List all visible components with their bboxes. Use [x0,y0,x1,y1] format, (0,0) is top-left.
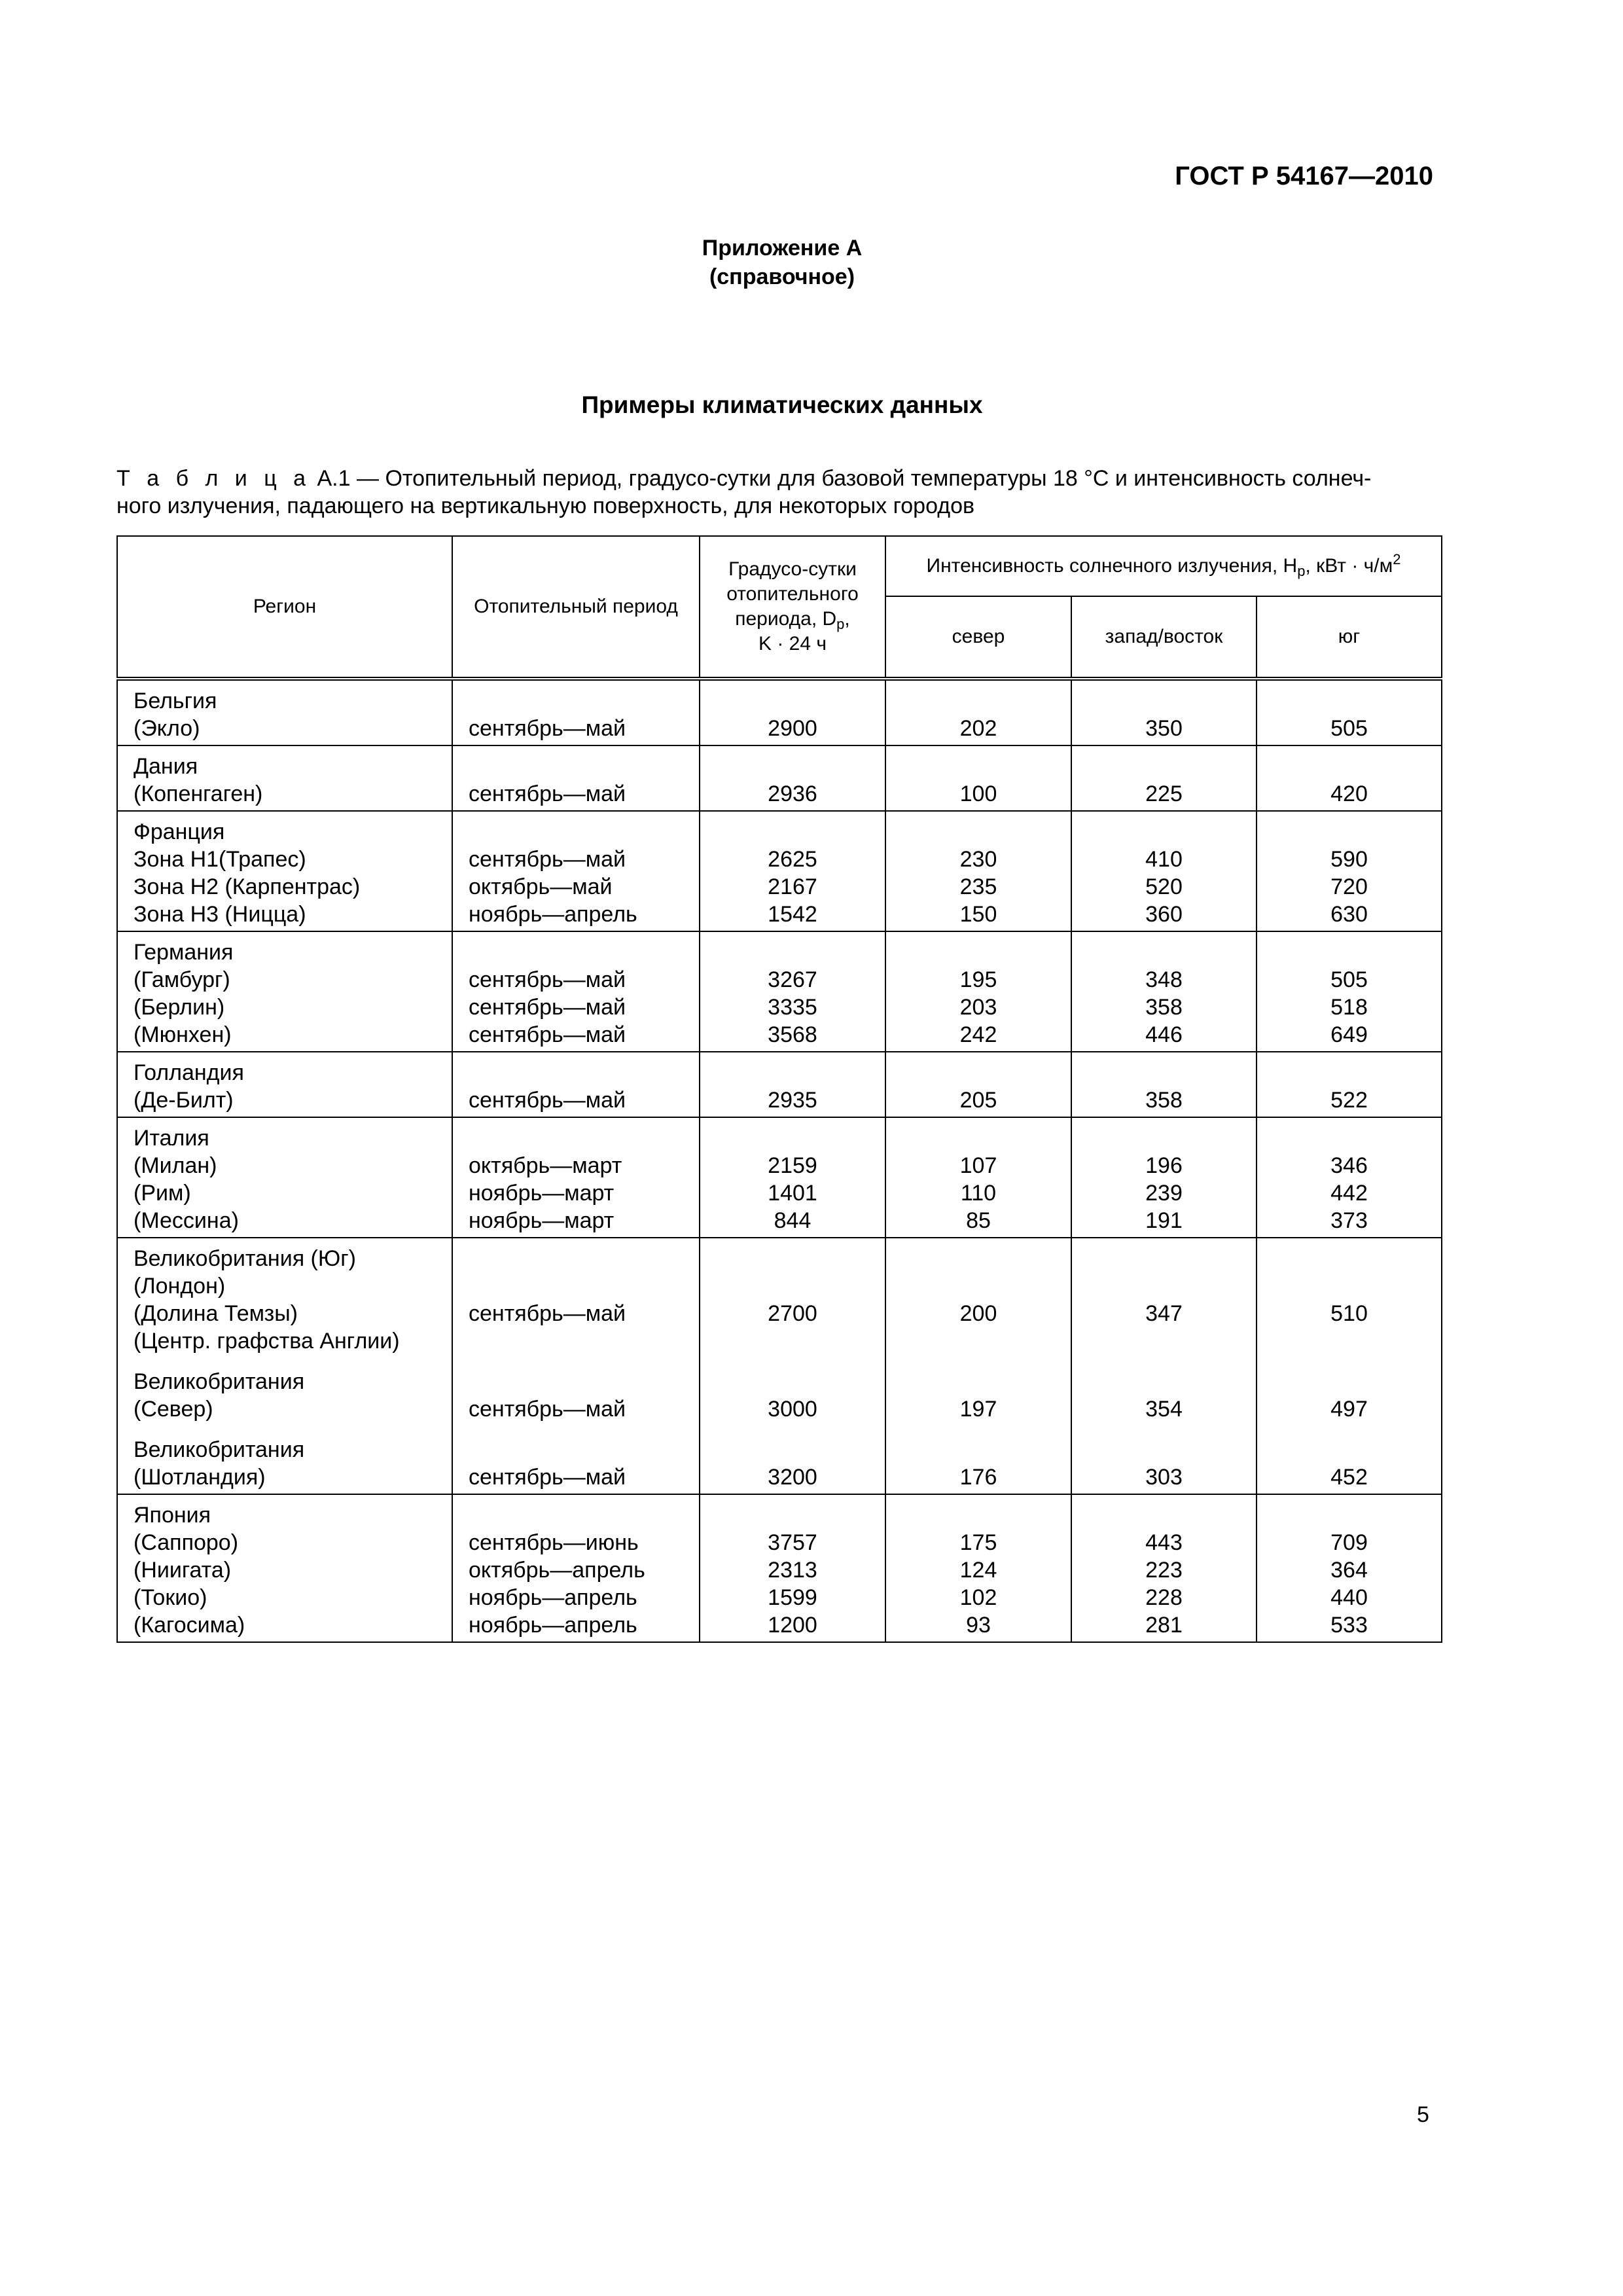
row-gap [469,1355,699,1368]
blank-line [700,1124,885,1152]
west_east-value: 347 [1145,1301,1183,1326]
period-value: сентябрь—май [469,995,626,1020]
row-gap [1072,1355,1256,1368]
region-line: (Экло) [134,716,200,741]
blank-line [886,1436,1071,1463]
row-gap [1257,1355,1441,1368]
period-value: ноябрь—март [469,1181,615,1206]
region-cell [117,1238,452,1494]
climate-data-table [116,535,1442,1643]
south-value: 510 [1330,1301,1368,1326]
period-value: сентябрь—май [469,1022,626,1047]
south-value: 720 [1330,874,1368,899]
blank-line [886,753,1071,780]
table-row [117,931,1442,1052]
west_east-value: 303 [1145,1465,1183,1490]
west_east-value: 223 [1145,1558,1183,1583]
period-value: ноябрь—март [469,1208,615,1233]
region-line: (Лондон) [134,1274,226,1299]
header-period: Отопительный период [452,536,700,679]
north-cell [885,1117,1071,1238]
west_east-value: 196 [1145,1153,1183,1178]
blank-line [700,1436,885,1463]
north-value: 102 [959,1585,997,1610]
table-row [117,1494,1442,1642]
degree_days-value: 844 [774,1208,812,1233]
south-value: 440 [1330,1585,1368,1610]
table-row [117,811,1442,931]
caption-text-line2: ного излучения, падающего на вертикальную поверхность, для некоторых городов [116,493,975,518]
blank-line [700,1059,885,1086]
blank-line [1072,1368,1256,1395]
blank-line [1072,939,1256,966]
blank-line [1072,1436,1256,1463]
north-value: 203 [959,995,997,1020]
blank-line [1072,753,1256,780]
region-line: (Де-Билт) [134,1088,234,1113]
region-line: (Токио) [134,1585,207,1610]
table-row [117,1052,1442,1117]
west_east-value: 410 [1145,847,1183,872]
table-header [117,536,1442,679]
degree_days-value: 3568 [768,1022,817,1047]
period-value: ноябрь—апрель [469,1585,637,1610]
west_east-value: 191 [1145,1208,1183,1233]
region-line: (Копенгаген) [134,781,263,806]
blank-line [469,1245,699,1272]
caption-label: Т а б л и ц а [116,466,312,491]
blank-line [700,1272,885,1300]
blank-line [1072,1501,1256,1529]
caption-text-line1: — Отопительный период, градусо-сутки для базовой температуры 18 °С и интенсивность солнеч- [350,466,1372,491]
table-row [117,745,1442,811]
west-east-cell [1071,745,1257,811]
header-region: Регион [117,536,452,679]
west_east-value: 358 [1145,995,1183,1020]
north-value: 230 [959,847,997,872]
region-line: Зона Н2 (Карпентрас) [134,874,361,899]
region-line: Италия [134,1126,209,1151]
header-south: юг [1257,596,1442,679]
blank-line [1257,1245,1441,1272]
degree_days-value: 2700 [768,1301,817,1326]
period-value: сентябрь—май [469,847,626,872]
region-line: (Мессина) [134,1208,239,1233]
region-line: (Центр. графства Англии) [134,1329,400,1354]
degree-days-cell [700,1238,885,1494]
region-line: (Мюнхен) [134,1022,232,1047]
degree_days-value: 1401 [768,1181,817,1206]
caption-number: А.1 [317,466,351,491]
west-east-cell [1071,679,1257,745]
blank-line [1257,687,1441,715]
region-line: Голландия [134,1060,244,1085]
blank-line [886,939,1071,966]
south-value: 346 [1330,1153,1368,1178]
blank-line [700,818,885,846]
period-cell [452,931,700,1052]
west_east-value: 360 [1145,902,1183,927]
north-cell [885,811,1071,931]
west_east-value: 358 [1145,1088,1183,1113]
row-gap [469,1423,699,1436]
blank-line [469,1501,699,1529]
page-number: 5 [1417,2102,1429,2127]
degree-days-cell [700,931,885,1052]
west-east-cell [1071,1494,1257,1642]
table-caption [116,465,1441,520]
period-cell [452,1052,700,1117]
blank-line [1072,1059,1256,1086]
north-cell [885,1494,1071,1642]
north-value: 107 [959,1153,997,1178]
west_east-value: 520 [1145,874,1183,899]
region-line: (Шотландия) [134,1465,266,1490]
degree_days-value: 1200 [768,1613,817,1638]
blank-line [886,687,1071,715]
north-value: 205 [959,1088,997,1113]
period-value: октябрь—март [469,1153,622,1178]
north-cell [885,1052,1071,1117]
south-value: 442 [1330,1181,1368,1206]
degree_days-value: 2313 [768,1558,817,1583]
west-east-cell [1071,1238,1257,1494]
blank-line [469,687,699,715]
period-value: сентябрь—май [469,1088,626,1113]
region-cell [117,679,452,745]
south-value: 630 [1330,902,1368,927]
blank-line [1257,939,1441,966]
period-cell [452,679,700,745]
blank-line [1257,1327,1441,1355]
region-line: (Кагосима) [134,1613,245,1638]
degree_days-value: 1599 [768,1585,817,1610]
blank-line [1257,1368,1441,1395]
blank-line [469,1368,699,1395]
west_east-value: 348 [1145,967,1183,992]
region-line: (Рим) [134,1181,191,1206]
blank-line [469,1272,699,1300]
period-value: сентябрь—май [469,781,626,806]
row-gap [700,1423,885,1436]
south-value: 590 [1330,847,1368,872]
degree-days-cell [700,679,885,745]
degree_days-value: 1542 [768,902,817,927]
west_east-value: 350 [1145,716,1183,741]
section-title: Примеры климатических данных [581,391,983,418]
period-value: сентябрь—май [469,967,626,992]
south-value: 709 [1330,1530,1368,1555]
blank-line [700,939,885,966]
appendix-note: (справочное) [709,264,855,289]
south-value: 505 [1330,716,1368,741]
south-value: 420 [1330,781,1368,806]
blank-line [1072,1245,1256,1272]
period-cell [452,745,700,811]
north-value: 100 [959,781,997,806]
region-cell [117,811,452,931]
row-gap [134,1355,452,1368]
north-cell [885,745,1071,811]
west-east-cell [1071,1052,1257,1117]
south-cell [1257,1494,1442,1642]
west_east-value: 446 [1145,1022,1183,1047]
blank-line [1072,1327,1256,1355]
blank-line [700,1327,885,1355]
degree_days-value: 2625 [768,847,817,872]
period-cell [452,1238,700,1494]
region-line: (Саппоро) [134,1530,239,1555]
header-west-east: запад/восток [1071,596,1257,679]
standard-number: ГОСТ Р 54167—2010 [1175,162,1433,190]
degree-days-cell [700,745,885,811]
region-line: Зона Н3 (Ницца) [134,902,306,927]
region-line: Бельгия [134,689,217,713]
south-value: 452 [1330,1465,1368,1490]
blank-line [1257,818,1441,846]
south-value: 497 [1330,1397,1368,1422]
header-degree-days: Градусо-сутки отопительного периода, $D_р$, K · 24 ч [700,536,885,679]
blank-line [700,1501,885,1529]
west_east-value: 354 [1145,1397,1183,1422]
south-value: 518 [1330,995,1368,1020]
row-gap [886,1355,1071,1368]
region-cell [117,1494,452,1642]
region-cell [117,931,452,1052]
table-row [117,1117,1442,1238]
west_east-value: 225 [1145,781,1183,806]
blank-line [469,1059,699,1086]
west_east-value: 281 [1145,1613,1183,1638]
blank-line [469,939,699,966]
north-value: 195 [959,967,997,992]
north-value: 202 [959,716,997,741]
period-value: сентябрь—май [469,1397,626,1422]
north-value: 85 [966,1208,991,1233]
region-cell [117,1052,452,1117]
region-line: Германия [134,940,234,965]
degree_days-value: 2900 [768,716,817,741]
region-line: Великобритания [134,1437,305,1462]
north-value: 200 [959,1301,997,1326]
blank-line [1257,1272,1441,1300]
north-value: 150 [959,902,997,927]
blank-line [1072,687,1256,715]
degree_days-value: 3000 [768,1397,817,1422]
period-cell [452,811,700,931]
region-cell [117,1117,452,1238]
appendix-title: Приложение А [702,236,863,260]
period-value: сентябрь—май [469,1301,626,1326]
period-value: сентябрь—май [469,716,626,741]
region-line: (Ниигата) [134,1558,232,1583]
region-line: Япония [134,1503,211,1528]
south-cell [1257,1117,1442,1238]
north-value: 124 [959,1558,997,1583]
south-value: 505 [1330,967,1368,992]
degree_days-value: 3267 [768,967,817,992]
blank-line [1257,1059,1441,1086]
south-cell [1257,931,1442,1052]
blank-line [886,1368,1071,1395]
north-value: 242 [959,1022,997,1047]
blank-line [469,818,699,846]
degree_days-value: 2936 [768,781,817,806]
period-value: сентябрь—май [469,1465,626,1490]
south-cell [1257,811,1442,931]
blank-line [700,753,885,780]
west_east-value: 228 [1145,1585,1183,1610]
west-east-cell [1071,931,1257,1052]
header-intensity: Интенсивность солнечного излучения, $H_р$, кВт · $ч/м^2$ [885,536,1442,596]
region-line: (Берлин) [134,995,225,1020]
region-line: Зона Н1(Трапес) [134,847,306,872]
period-cell [452,1494,700,1642]
period-value: ноябрь—апрель [469,1613,637,1638]
period-value: сентябрь—июнь [469,1530,639,1555]
blank-line [1072,1124,1256,1152]
west-east-cell [1071,811,1257,931]
blank-line [700,1245,885,1272]
degree_days-value: 2167 [768,874,817,899]
degree_days-value: 3757 [768,1530,817,1555]
north-cell [885,931,1071,1052]
blank-line [886,818,1071,846]
north-value: 110 [960,1181,997,1206]
period-cell [452,1117,700,1238]
degree_days-value: 2935 [768,1088,817,1113]
header-north: север [885,596,1071,679]
row-gap [134,1423,452,1436]
blank-line [886,1501,1071,1529]
blank-line [469,1436,699,1463]
region-line: (Север) [134,1397,213,1422]
north-value: 176 [959,1465,997,1490]
appendix-heading [0,234,1564,291]
south-cell [1257,1238,1442,1494]
degree_days-value: 2159 [768,1153,817,1178]
blank-line [886,1124,1071,1152]
degree-days-cell [700,1494,885,1642]
blank-line [1072,1272,1256,1300]
north-cell [885,1238,1071,1494]
west_east-value: 443 [1145,1530,1183,1555]
degree-days-cell [700,1052,885,1117]
south-value: 373 [1330,1208,1368,1233]
blank-line [700,687,885,715]
region-cell [117,745,452,811]
north-cell [885,679,1071,745]
north-value: 93 [966,1613,991,1638]
south-cell [1257,679,1442,745]
region-line: Великобритания [134,1369,305,1394]
degree-days-cell [700,1117,885,1238]
region-line: (Гамбург) [134,967,230,992]
north-value: 175 [959,1530,997,1555]
blank-line [469,1124,699,1152]
blank-line [886,1059,1071,1086]
region-line: (Милан) [134,1153,217,1178]
degree_days-value: 3200 [768,1465,817,1490]
blank-line [1257,1436,1441,1463]
south-value: 649 [1330,1022,1368,1047]
table-row [117,679,1442,745]
degree-days-cell [700,811,885,931]
row-gap [1072,1423,1256,1436]
west_east-value: 239 [1145,1181,1183,1206]
blank-line [1257,753,1441,780]
region-line: Великобритания (Юг) [134,1246,356,1271]
blank-line [469,1327,699,1355]
blank-line [886,1245,1071,1272]
blank-line [1257,1501,1441,1529]
period-value: ноябрь—апрель [469,902,637,927]
region-line: (Долина Темзы) [134,1301,298,1326]
degree_days-value: 3335 [768,995,817,1020]
blank-line [886,1272,1071,1300]
blank-line [1257,1124,1441,1152]
blank-line [1072,818,1256,846]
blank-line [886,1327,1071,1355]
row-gap [700,1355,885,1368]
period-value: октябрь—апрель [469,1558,645,1583]
north-value: 197 [959,1397,997,1422]
south-cell [1257,745,1442,811]
south-value: 533 [1330,1613,1368,1638]
table-row [117,1238,1442,1494]
south-cell [1257,1052,1442,1117]
blank-line [700,1368,885,1395]
south-value: 522 [1330,1088,1368,1113]
region-line: Дания [134,754,198,779]
row-gap [886,1423,1071,1436]
region-line: Франция [134,819,225,844]
table-body [117,679,1442,1642]
south-value: 364 [1330,1558,1368,1583]
blank-line [469,753,699,780]
north-value: 235 [959,874,997,899]
period-value: октябрь—май [469,874,613,899]
west-east-cell [1071,1117,1257,1238]
row-gap [1257,1423,1441,1436]
